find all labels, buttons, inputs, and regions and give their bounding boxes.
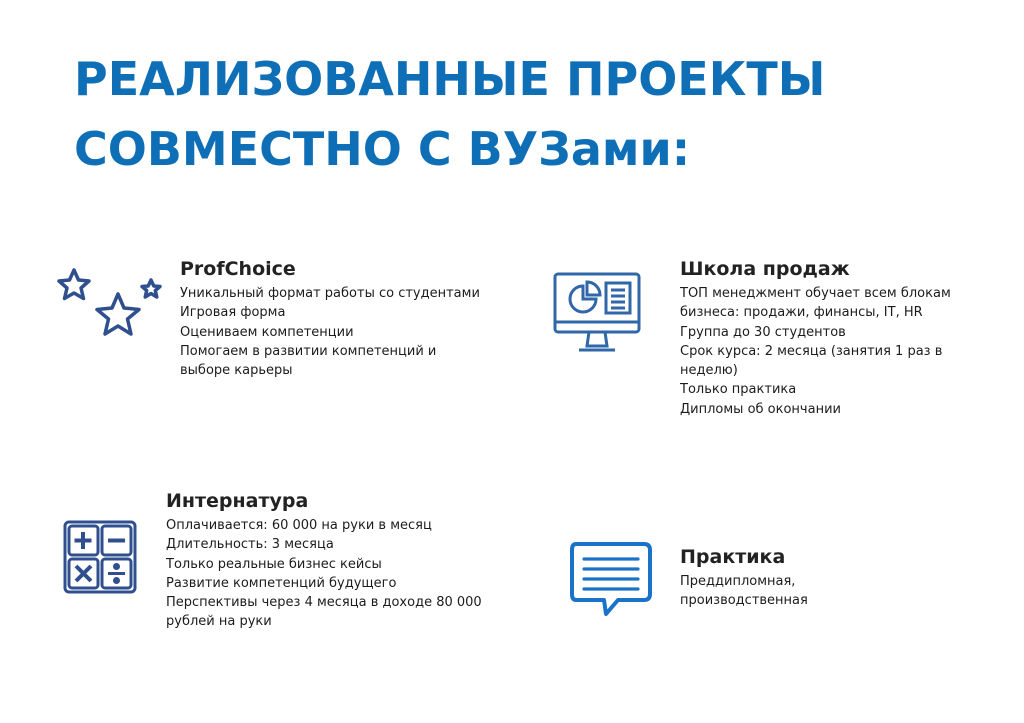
project-details: [166, 516, 506, 632]
detail-line: неделю): [680, 363, 738, 379]
project-heading: Школа продаж: [680, 258, 850, 280]
detail-line: Развитие компетенций будущего: [166, 575, 397, 591]
computer-chart-icon: [553, 272, 643, 360]
detail-line: Перспективы через 4 месяца в доходе 80 000: [166, 595, 482, 611]
stars-icon: [54, 264, 166, 352]
detail-line: Уникальный формат работы со студентами: [180, 286, 480, 301]
detail-line: ТОП менеджмент обучает всем блокам: [680, 286, 951, 301]
calculator-icon: [63, 520, 139, 600]
detail-line: бизнеса: продажи, финансы, IT, HR: [680, 305, 923, 321]
detail-line: Группа до 30 студентов: [680, 324, 846, 340]
project-sales-school: [680, 258, 980, 419]
detail-line: Только практика: [680, 382, 797, 398]
detail-line: производственная: [680, 593, 808, 609]
detail-line: Только реальные бизнес кейсы: [166, 556, 382, 572]
project-details: [180, 284, 510, 380]
detail-line: Срок курса: 2 месяца (занятия 1 раз в: [680, 343, 943, 359]
detail-line: Игровая форма: [180, 305, 286, 321]
project-details: [680, 572, 980, 611]
detail-line: рублей на руки: [166, 614, 272, 630]
project-profchoice: [180, 258, 510, 380]
detail-line: Дипломы об окончании: [680, 401, 841, 417]
detail-line: Длительность: 3 месяца: [166, 537, 334, 553]
detail-line: Оцениваем компетенции: [180, 324, 354, 340]
project-heading: Практика: [680, 546, 786, 568]
page-title: [74, 44, 825, 184]
project-heading: Интернатура: [166, 490, 309, 512]
detail-line: Оплачивается: 60 000 на руки в месяц: [166, 518, 432, 533]
detail-line: Преддипломная,: [680, 574, 796, 589]
project-details: [680, 284, 980, 419]
project-heading: ProfChoice: [180, 258, 296, 280]
project-internship: [166, 490, 506, 632]
title-line-1: РЕАЛИЗОВАННЫЕ ПРОЕКТЫ: [74, 52, 826, 106]
detail-line: Помогаем в развитии компетенций и: [180, 343, 437, 359]
detail-line: выборе карьеры: [180, 363, 293, 379]
title-line-2: СОВМЕСТНО С ВУЗами:: [74, 122, 691, 176]
project-practice: [680, 546, 980, 611]
speech-bubble-icon: [570, 542, 654, 622]
